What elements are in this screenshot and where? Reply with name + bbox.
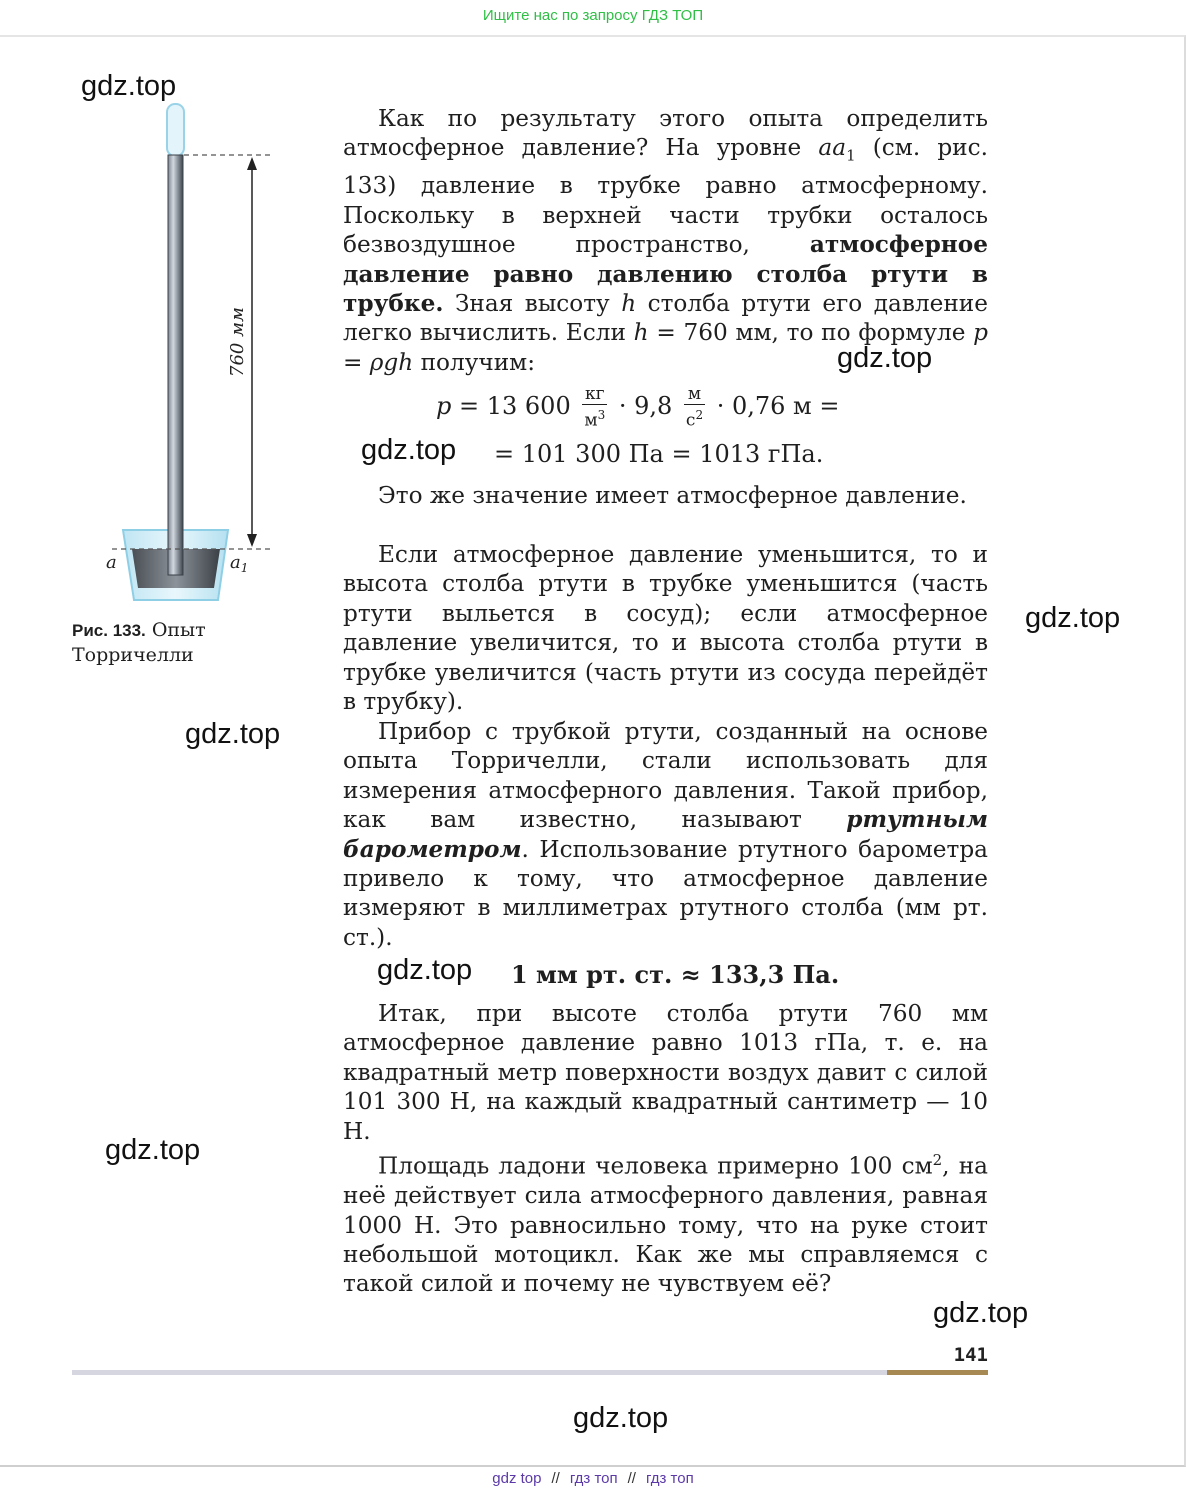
footer-link-gdz-top-ru[interactable]: гдз топ bbox=[569, 1470, 618, 1487]
paragraph-2: Это же значение имеет атмосферное давление. bbox=[378, 482, 967, 509]
footer-link-gdz-top[interactable]: gdz top bbox=[492, 1470, 542, 1487]
figure-caption bbox=[72, 618, 272, 667]
mercury-column bbox=[168, 155, 183, 575]
watermark: gdz.top bbox=[81, 70, 177, 102]
label-a: a bbox=[106, 552, 117, 573]
unit-conversion: 1 мм рт. ст. ≈ 133,3 Па. bbox=[511, 960, 840, 989]
top-banner[interactable]: Ищите нас по запросу ГДЗ ТОП bbox=[482, 7, 704, 24]
footer-separator: // bbox=[551, 1470, 560, 1487]
watermark: gdz.top bbox=[185, 718, 281, 750]
watermark: gdz.top bbox=[361, 434, 457, 466]
caption-text: Опыт Торричелли bbox=[72, 619, 206, 666]
watermark: gdz.top bbox=[837, 342, 933, 374]
label-a1: $a_1$ bbox=[230, 552, 249, 575]
footer-link-gdz-top-ru-2[interactable]: гдз топ bbox=[645, 1470, 694, 1487]
formula-line-2: = 101 300 Па = 1013 гПа. bbox=[494, 440, 824, 468]
paragraph-3: Если атмосферное давление уменьшится, то и высота столба ртути в трубке уменьшится (часть ртути выльется в сосуд); если атмосферное давление увеличится, то и высота столба ртути в трубке увеличится (часть ртути из сосуда перейдёт в трубку). bbox=[343, 541, 988, 716]
paragraph-5: Итак, при высоте столба ртути 760 мм атмосферное давление равно 1013 гПа, т. е. на квадратный метр поверхности воздух давит с силой 101 300 Н, на каждый квадратный сантиметр — 10 Н. bbox=[343, 1000, 988, 1145]
paragraph-4: Прибор с трубкой ртути, созданный на основе опыта Торричелли, стали использовать для измерения атмосферного давления. Такой прибор, как вам известно, называют ртутным барометром. Использование ртутного барометра привело к тому, что атмосферное давление измеряют в миллиметрах ртутного столба (мм рт. ст.). bbox=[343, 718, 988, 951]
arrow-head-up bbox=[247, 157, 257, 170]
footer-separator: // bbox=[627, 1470, 636, 1487]
watermark: gdz.top bbox=[1025, 602, 1121, 634]
tube-vacuum bbox=[167, 104, 184, 156]
arrow-head-down bbox=[247, 534, 257, 547]
watermark: gdz.top bbox=[377, 954, 473, 986]
footer-rule bbox=[72, 1370, 887, 1375]
footer-links bbox=[0, 1470, 1186, 1487]
watermark: gdz.top bbox=[105, 1134, 201, 1166]
paragraph-1: Как по результату этого опыта определить атмосферное давление? На уровне $aa_1$ (см. рис. 133) давление в трубке равно атмосферному. Поскольку в верхней части трубки осталось безвоздушное пространство, атмосферное давление равно давлению столба ртути в трубке. Зная высоту h столба ртути его давление легко вычислить. Если h = 760 мм, то по формуле p = ρgh получим: bbox=[343, 105, 988, 376]
caption-label: Рис. 133. bbox=[72, 621, 146, 640]
paragraph-6: Площадь ладони человека примерно 100 $см^2$, на неё действует сила атмосферного давления, равная 1000 Н. Это равносильно тому, что на руке стоит небольшой мотоцикл. Как же мы справляемся с такой силой и почему не чувствуем её? bbox=[343, 1151, 988, 1298]
watermark: gdz.top bbox=[573, 1402, 669, 1434]
watermark: gdz.top bbox=[933, 1297, 1029, 1329]
height-label: 760 мм bbox=[227, 307, 248, 377]
page-number: 141 bbox=[953, 1344, 988, 1366]
formula-line-1: p = 13 600 $\frac{кг}{м^3}$ · 9,8 $\frac{м}{с^2}$ · 0,76 м = bbox=[436, 384, 840, 431]
footer-rule-accent bbox=[887, 1370, 988, 1375]
